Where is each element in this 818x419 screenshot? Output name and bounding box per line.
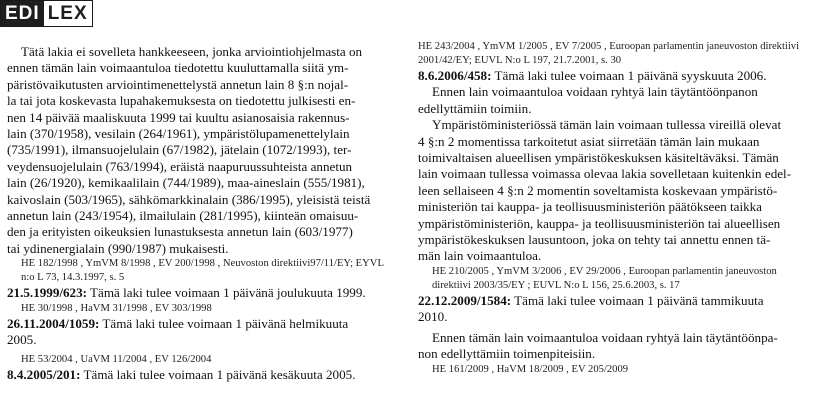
text-line: ympäristöministeriön, kauppa- ja teollisuusministeriön tai alueellisen xyxy=(418,215,781,231)
text-line: den ja erityisten oikeuksien lunastuksesta annetun lain (603/1977) xyxy=(7,224,353,240)
text-line: ympäristökeskuksen lausuntoon, joka on tehty tai annettu ennen tä- xyxy=(418,232,771,248)
amendment-text-continued: 2005. xyxy=(7,332,37,348)
text-line: lain voimaan tullessa voimassa olevaa lakia sovelletaan kuitenkin edel- xyxy=(418,166,792,182)
left-column xyxy=(7,0,390,383)
legislative-reference xyxy=(418,265,801,293)
amendment-entry xyxy=(7,316,390,332)
text-line: neuvoston direktiivi 2003/35/EY ; EUVL N:o L 156, 25.6.2003, s. 17 xyxy=(432,265,777,291)
legislative-reference xyxy=(418,40,801,68)
text-line: la tai jota koskevasta lupahakemuksesta on tiedotettu julkisesti en- xyxy=(7,93,356,109)
text-line: lain (26/1920), kemikaalilain (744/1989), maa-aineslain (555/1981), xyxy=(7,175,365,191)
text-line: toimivaltaisen alueellisen ympäristökeskuksen käsiteltäväksi. Tämän xyxy=(418,150,779,166)
amendment-entry xyxy=(418,68,801,84)
amendment-text: Tämä laki tulee voimaan 1 päivänä tammikuuta xyxy=(511,292,764,308)
legislative-reference: HE 30/1998 , HaVM 31/1998 , EV 303/1998 xyxy=(21,302,212,314)
text-line: non edellyttämiin toimenpiteisiin. xyxy=(418,346,596,362)
text-line: Ympäristöministeriössä tämän lain voimaan tullessa vireillä olevat xyxy=(432,117,782,133)
legislative-reference xyxy=(7,257,390,285)
text-line: leen sellaiseen 4 §:n 2 momentin soveltamista koskevaan ympäristö- xyxy=(418,182,778,198)
text-line: HE 182/1998 , YmVM 8/1998 , EV 200/1998 , Neuvoston direktiivi xyxy=(21,258,311,270)
text-line: Ennen tämän lain voimaantuloa voidaan ryhtyä lain täytäntöönpa- xyxy=(432,329,778,345)
text-line: edellyttämiin toimiin. xyxy=(418,100,532,116)
amendment-date: 21.5.1999/623: xyxy=(7,285,88,301)
text-line: HE 243/2004 , YmVM 1/2005 , EV 7/2005 , Euroopan parlamentin ja xyxy=(418,41,714,52)
transition-paragraph xyxy=(418,84,801,117)
text-line: 97/11/EY; EYVL n:o L 73, 14.3.1997, s. 5 xyxy=(21,258,384,284)
right-column xyxy=(418,0,801,377)
amendment-date: 26.11.2004/1059: xyxy=(7,315,100,331)
text-line: Ennen lain voimaantuloa voidaan ryhtyä lain täytäntöönpanon xyxy=(432,84,758,100)
logo-part-lex: LEX xyxy=(44,1,92,26)
text-line: veydensuojelulain (763/1994), eräistä naapuruussuhteista annetun xyxy=(7,158,353,174)
text-line: män lain voimaantuloa. xyxy=(418,248,542,264)
amendment-date: 22.12.2009/1584: xyxy=(418,292,512,308)
text-line: annetun lain (243/1954), ilmailulain (281/1995), kiinteän omaisuu- xyxy=(7,208,359,224)
amendment-date: 8.6.2006/458: xyxy=(418,68,492,83)
text-line: neuvoston direktiivi 2001/42/EY; EUVL N:o L 197, 21.7.2001, s. 30 xyxy=(418,41,800,66)
text-line: nen 14 päivää maaliskuuta 1999 tai kuultu asianosaisia rakennus- xyxy=(7,109,350,125)
amendment-text: Tämä laki tulee voimaan 1 päivänä syyskuuta 2006. xyxy=(491,68,767,83)
amendment-date: 8.4.2005/201: xyxy=(7,366,81,382)
text-line: HE 210/2005 , YmVM 3/2006 , EV 29/2006 , Euroopan parlamentin ja xyxy=(432,265,734,277)
text-line: Tätä lakia ei sovelleta hankkeeseen, jonka arviointiohjelmasta on xyxy=(21,44,363,59)
amendment-entry xyxy=(7,367,390,383)
text-line: ennen tämän lain voimaantuloa tiedotettu kuuluttamalla siitä ym- xyxy=(7,60,349,76)
legislative-reference: HE 161/2009 , HaVM 18/2009 , EV 205/2009 xyxy=(432,363,629,375)
text-line: ministeriön tai kauppa- ja teollisuusministeriön päätökseen taikka xyxy=(418,199,762,215)
amendment-text: Tämä laki tulee voimaan 1 päivänä kesäkuuta 2005. xyxy=(80,366,356,382)
transition-paragraph xyxy=(7,44,390,257)
amendment-entry xyxy=(418,293,801,309)
text-line: päristövaikutusten arviointimenettelystä annetun lain 8 §:n nojal- xyxy=(7,76,349,92)
text-line: lain (370/1958), vesilain (264/1961), ympäristölupamenettelylain xyxy=(7,126,350,142)
logo-part-edi: EDI xyxy=(1,1,44,26)
amendment-text: Tämä laki tulee voimaan 1 päivänä joulukuuta 1999. xyxy=(87,285,366,301)
amendment-entry xyxy=(7,285,390,301)
amendment-text: Tämä laki tulee voimaan 1 päivänä helmikuuta xyxy=(99,315,349,331)
text-line: (735/1991), ilmansuojelulain (67/1982), jätelain (1072/1993), ter- xyxy=(7,142,352,158)
text-line: tai ydinenergialain (990/1987) mukaisesti. xyxy=(7,240,229,256)
legislative-reference: HE 53/2004 , UaVM 11/2004 , EV 126/2004 xyxy=(21,353,212,365)
amendment-text-continued: 2010. xyxy=(418,309,448,325)
text-line: 4 §:n 2 momentissa tarkoitetut asiat siirretään tämän lain mukaan xyxy=(418,133,760,149)
transition-paragraph xyxy=(418,330,801,363)
transition-paragraph xyxy=(418,117,801,265)
text-line: kaivoslain (503/1965), sähkömarkkinalain (386/1995), yleisistä teistä xyxy=(7,191,371,207)
